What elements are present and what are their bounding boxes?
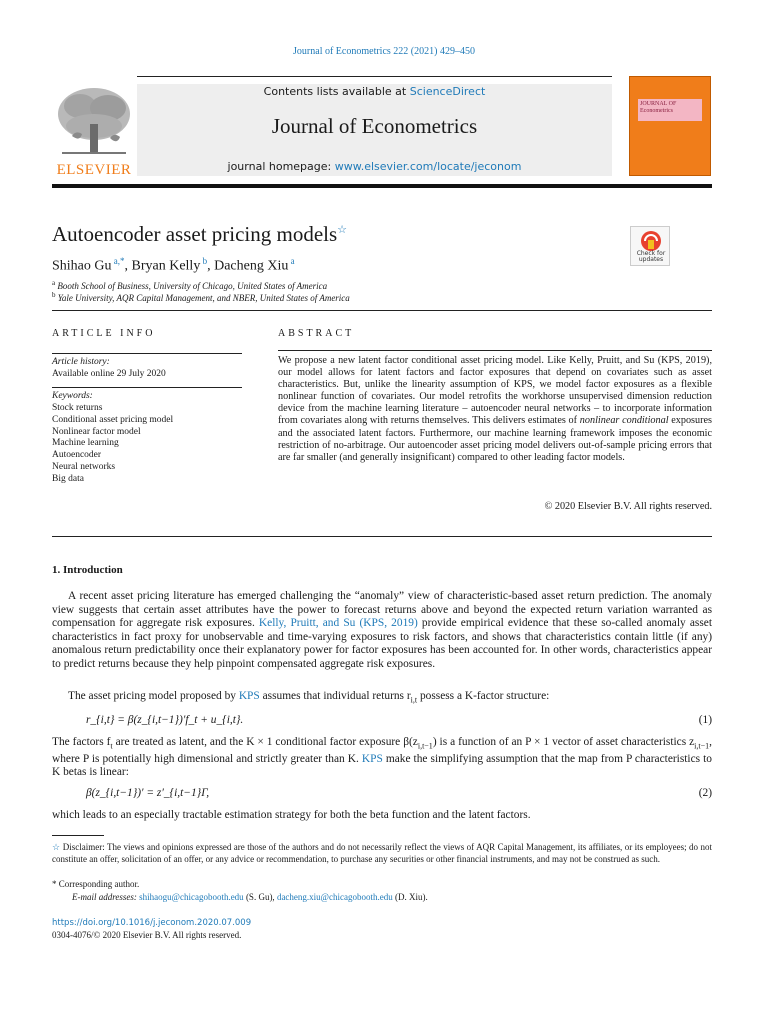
article-info-heading: ARTICLE INFO <box>52 328 156 339</box>
article-title-text: Autoencoder asset pricing models <box>52 222 338 246</box>
keywords-list <box>52 403 173 486</box>
footnote-disclaimer: ☆ Disclaimer: The views and opinions expressed are those of the authors and do not necessarily reflect the views of AQR Capital Management, its affiliates, or its employees; do not constitute an offer, solicitation of an offer, or any advice or recommendation, to purchase any securities or other financial instruments, and may not be construed as such. <box>52 842 713 864</box>
author-separator: , <box>207 258 215 274</box>
check-updates-label: Check for updates <box>636 250 666 263</box>
equation-number: (2) <box>698 787 712 799</box>
article-history-label: Article history: <box>52 357 110 367</box>
affiliation-text: Yale University, AQR Capital Management, and NBER, United States of America <box>57 293 350 303</box>
intro-paragraph: which leads to an especially tractable estimation strategy for both the beta function and the latent factors. <box>52 809 531 821</box>
intro-paragraph: A recent asset pricing literature has emerged challenging the “anomaly” view of characteristic-based asset return prediction. The anomaly view suggests that certain asset attributes have the power to forecast returns above and beyond the expected return variation warranted as compensation for aggregate risk exposures. Kelly, Pruitt, and Su (KPS, 2019) provide empirical evidence that these so-called anomaly asset characteristics in fact proxy for unobservable and time-varying exposures to risk factors, and shows that characteristics contain little (if any) anomalous return predictability once their explanatory power for factor exposures has been accounted for. In other words, characteristics appear to predict returns because they help pinpoint compensated aggregate risk exposures. <box>52 590 712 670</box>
journal-citation[interactable]: Journal of Econometrics 222 (2021) 429–450 <box>293 46 475 57</box>
divider <box>52 310 712 311</box>
homepage-line <box>137 160 612 173</box>
affiliation-a <box>52 279 327 291</box>
keyword: Stock returns <box>52 403 103 413</box>
keyword: Conditional asset pricing model <box>52 414 174 425</box>
affiliation-b <box>52 291 350 303</box>
header-rule-bottom <box>52 184 712 188</box>
intro-paragraph: The asset pricing model proposed by KPS assumes that individual returns $r_{i,t}$ possess a K-factor structure: <box>68 690 550 705</box>
sciencedirect-link[interactable]: ScienceDirect <box>409 85 486 98</box>
footnote-corresponding: * Corresponding author. <box>52 879 140 889</box>
author-name[interactable]: Dacheng Xiu <box>214 258 289 274</box>
intro-paragraph: The factors $f_t$ are treated as latent, and the K × 1 conditional factor exposure $\beta(z_{i,t-1})$ is a function of an P × 1 vector of asset characteristics $z_{i,t-1}$, where P is potentially high dimensional and strictly greater than K. KPS make the simplifying assumption that the map from P characteristics to K betas is linear: <box>52 736 712 779</box>
citation-link[interactable]: KPS <box>361 752 383 765</box>
keywords-label: Keywords: <box>52 391 93 401</box>
author-list <box>52 256 295 275</box>
author-name[interactable]: Shihao Gu <box>52 258 112 274</box>
footnote-mark: ☆ <box>52 842 61 852</box>
equation-number: (1) <box>698 714 712 726</box>
divider <box>52 536 712 537</box>
journal-title: Journal of Econometrics <box>271 114 478 138</box>
divider <box>52 353 242 354</box>
abstract-emphasis: nonlinear conditional <box>579 415 669 427</box>
citation-link[interactable]: 2019 <box>391 617 414 630</box>
doi-link[interactable]: https://doi.org/10.1016/j.jeconom.2020.07.009 <box>52 918 252 928</box>
citation-link[interactable]: KPS <box>238 690 260 702</box>
keyword: Neural networks <box>52 461 116 472</box>
check-for-updates-button[interactable] <box>630 226 670 266</box>
homepage-prefix: journal homepage: <box>227 160 335 173</box>
divider <box>278 350 712 351</box>
equation-1: r_{i,t} = β(z_{i,t−1})′f_t + u_{i,t}. <box>86 714 244 726</box>
equation-2: β(z_{i,t−1})′ = z′_{i,t−1}Γ, <box>86 787 210 799</box>
keyword: Machine learning <box>52 438 119 449</box>
keyword: Big data <box>52 473 84 484</box>
abstract-text: We propose a new latent factor conditional asset pricing model. Like Kelly, Pruitt, and Su (KPS, 2019), our model allows for latent factors and factor exposures that depend on covariates such as asset characteristics. But, unlike the linearity assumption of KPS, we model factor exposures as a flexible nonlinear function of covariates. Our model retrofits the workhorse unsupervised dimension reduction device from the machine learning literature – autoencoder neural networks – to incorporate information from covariates along with returns themselves. This delivers estimates of nonlinear conditional exposures and the associated latent factors. Furthermore, our machine learning framework imposes the economic restriction of no-arbitrage. Our autoencoder asset pricing model delivers out-of-sample pricing errors that are far smaller (and generally insignificant) compared to other leading factor models. <box>278 355 712 463</box>
email-link[interactable]: shihaogu@chicagobooth.edu <box>139 892 244 902</box>
contents-line <box>137 85 612 98</box>
elsevier-wordmark: ELSEVIER <box>56 162 132 178</box>
article-title <box>52 222 347 247</box>
author-name[interactable]: Bryan Kelly <box>131 258 201 274</box>
abstract-heading: ABSTRACT <box>278 328 355 339</box>
author-affil-mark[interactable]: a,* <box>113 256 125 266</box>
affiliation-mark: b <box>52 291 56 299</box>
author-affil-mark[interactable]: a <box>290 256 295 266</box>
footnote-emails: E-mail addresses: shihaogu@chicagobooth.edu (S. Gu), dacheng.xiu@chicagobooth.edu (D. Xiu). <box>72 892 428 902</box>
contents-prefix: Contents lists available at <box>263 85 410 98</box>
title-footnote-mark[interactable]: ☆ <box>337 224 348 236</box>
journal-cover[interactable] <box>629 76 711 176</box>
divider <box>52 387 242 388</box>
cover-title: JOURNAL OF Econometrics <box>638 99 702 121</box>
issn-line: 0304-4076/© 2020 Elsevier B.V. All rights reserved. <box>52 930 242 940</box>
affiliation-mark: a <box>52 279 56 287</box>
abstract-copyright: © 2020 Elsevier B.V. All rights reserved. <box>544 501 712 512</box>
homepage-link[interactable]: www.elsevier.com/locate/jeconom <box>334 160 522 173</box>
section-heading: 1. Introduction <box>52 564 123 576</box>
citation-link[interactable]: KPS <box>363 617 385 630</box>
author-affil-mark[interactable]: b <box>202 256 208 266</box>
elsevier-logo[interactable] <box>52 84 136 178</box>
email-link[interactable]: dacheng.xiu@chicagobooth.edu <box>276 892 393 902</box>
keyword: Nonlinear factor model <box>52 426 141 437</box>
citation-link[interactable]: Kelly, Pruitt, and Su <box>258 617 356 630</box>
footnote-mark: * <box>52 879 57 889</box>
affiliation-text: Booth School of Business, University of Chicago, United States of America <box>57 281 328 291</box>
article-history-value: Available online 29 July 2020 <box>52 369 166 379</box>
author-separator: , <box>124 258 132 274</box>
footnote-rule <box>52 835 104 836</box>
keyword: Autoencoder <box>52 450 102 461</box>
header-rule-top <box>137 76 612 77</box>
